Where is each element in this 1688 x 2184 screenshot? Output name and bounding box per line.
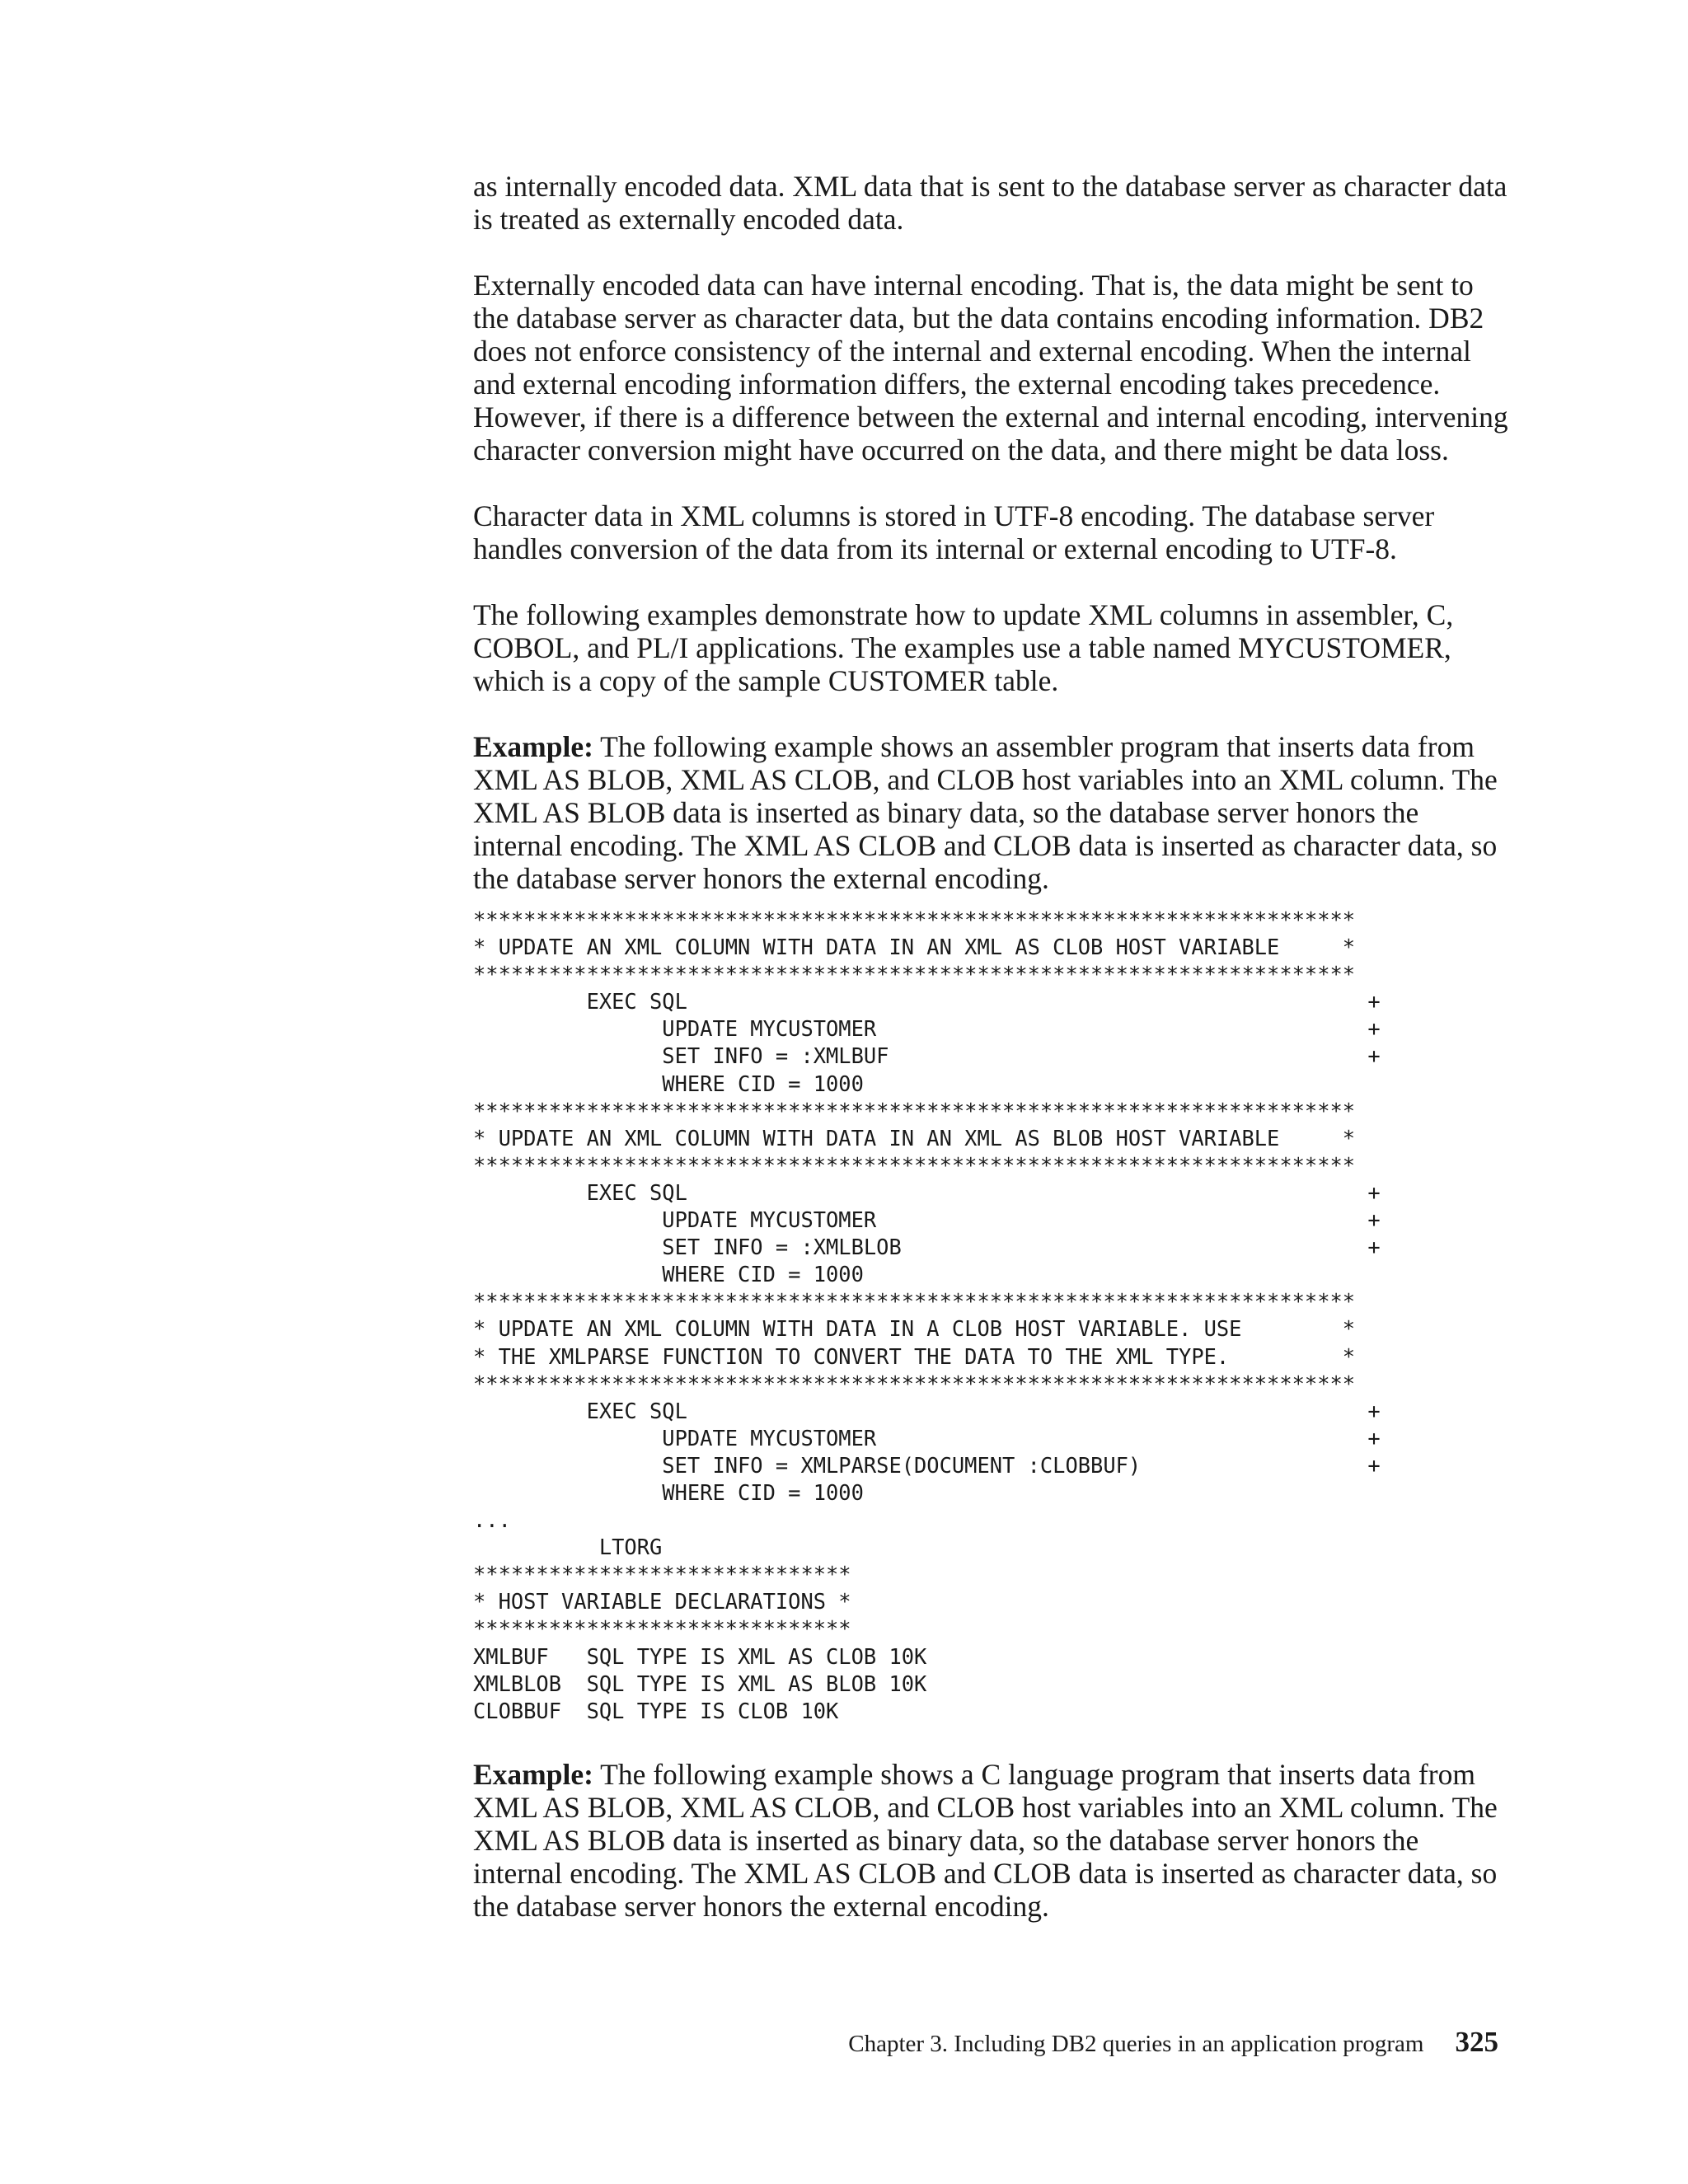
code-line: SET INFO = :XMLBLOB + [473, 1235, 1381, 1260]
assembler-code-listing [473, 907, 1512, 1725]
code-line: ... [473, 1507, 511, 1533]
code-line: * HOST VARIABLE DECLARATIONS * [473, 1589, 851, 1615]
code-line: SET INFO = XMLPARSE(DOCUMENT :CLOBBUF) + [473, 1452, 1381, 1478]
code-line: CLOBBUF SQL TYPE IS CLOB 10K [473, 1698, 839, 1723]
paragraph-assembler-example [473, 730, 1512, 895]
code-line: ********************************************************************** [473, 962, 1356, 987]
code-line: ********************************************************************** [473, 1098, 1356, 1123]
running-footer-chapter: Chapter 3. Including DB2 queries in an application program [848, 2031, 1424, 2057]
code-line: * THE XMLPARSE FUNCTION TO CONVERT THE DATA TO THE XML TYPE. * [473, 1343, 1356, 1369]
code-line: * UPDATE AN XML COLUMN WITH DATA IN A CLOB HOST VARIABLE. USE * [473, 1316, 1356, 1342]
code-line: * UPDATE AN XML COLUMN WITH DATA IN AN XML AS BLOB HOST VARIABLE * [473, 1125, 1356, 1151]
code-line: UPDATE MYCUSTOMER + [473, 1425, 1381, 1451]
paragraph-text: The following example shows a C language program that inserts data from XML AS BLOB, XML AS CLOB, and CLOB host variables into an XML column. The XML AS BLOB data is inserted as binary data, so the database server honors the internal encoding. The XML AS CLOB and CLOB data is inserted as character data, so the database server honors the external encoding. [473, 1757, 1498, 1923]
page-body [473, 170, 1512, 1956]
page-number: 325 [1455, 2026, 1498, 2058]
paragraph-external-encoding [473, 269, 1512, 466]
code-line: ********************************************************************** [473, 907, 1356, 932]
code-line: WHERE CID = 1000 [473, 1262, 864, 1287]
code-line: XMLBUF SQL TYPE IS XML AS CLOB 10K [473, 1643, 927, 1669]
code-line: UPDATE MYCUSTOMER + [473, 1016, 1381, 1042]
code-line: ****************************** [473, 1616, 851, 1642]
code-line: EXEC SQL + [473, 989, 1381, 1015]
paragraph-text: The following examples demonstrate how to update XML columns in assembler, C, COBOL, and PL/I applications. The examples use a table named MYCUSTOMER, which is a copy of the sample CUSTOMER table. [473, 598, 1454, 697]
paragraph-utf8-storage [473, 499, 1512, 565]
code-line: LTORG [473, 1535, 663, 1560]
paragraph-text: Externally encoded data can have internal encoding. That is, the data might be sent to the database server as character data, but the data contains encoding information. DB2 does not enforce consistency of the internal and external encoding. When the internal and external encoding information differs, the external encoding takes precedence. However, if there is a difference between the external and internal encoding, intervening character conversion might have occurred on the data, and there might be data loss. [473, 269, 1508, 466]
code-line: ****************************** [473, 1562, 851, 1587]
paragraph-c-example [473, 1758, 1512, 1923]
paragraph-text: as internally encoded data. XML data that is sent to the database server as character data is treated as externally encoded data. [473, 170, 1507, 236]
code-line: ********************************************************************** [473, 1289, 1356, 1315]
paragraph-intro [473, 170, 1512, 236]
paragraph-text: Character data in XML columns is stored in UTF-8 encoding. The database server handles conversion of the data from its internal or external encoding to UTF-8. [473, 499, 1435, 565]
code-line: WHERE CID = 1000 [473, 1479, 864, 1505]
code-line: ********************************************************************** [473, 1371, 1356, 1396]
page-footer [848, 2026, 1498, 2059]
paragraph-text: The following example shows an assembler program that inserts data from XML AS BLOB, XML AS CLOB, and CLOB host variables into an XML column. The XML AS BLOB data is inserted as binary data, so the database server honors the internal encoding. The XML AS CLOB and CLOB data is inserted as character data, so the database server honors the external encoding. [473, 730, 1498, 895]
code-line: ********************************************************************** [473, 1152, 1356, 1178]
code-line: XMLBLOB SQL TYPE IS XML AS BLOB 10K [473, 1671, 927, 1696]
code-line: UPDATE MYCUSTOMER + [473, 1207, 1381, 1233]
code-line: SET INFO = :XMLBUF + [473, 1043, 1381, 1069]
example-label: Example: [473, 730, 593, 763]
code-line: WHERE CID = 1000 [473, 1071, 864, 1096]
code-line: EXEC SQL + [473, 1398, 1381, 1423]
example-label: Example: [473, 1757, 593, 1791]
paragraph-examples-overview [473, 598, 1512, 697]
code-line: EXEC SQL + [473, 1179, 1381, 1205]
code-line: * UPDATE AN XML COLUMN WITH DATA IN AN XML AS CLOB HOST VARIABLE * [473, 935, 1356, 960]
